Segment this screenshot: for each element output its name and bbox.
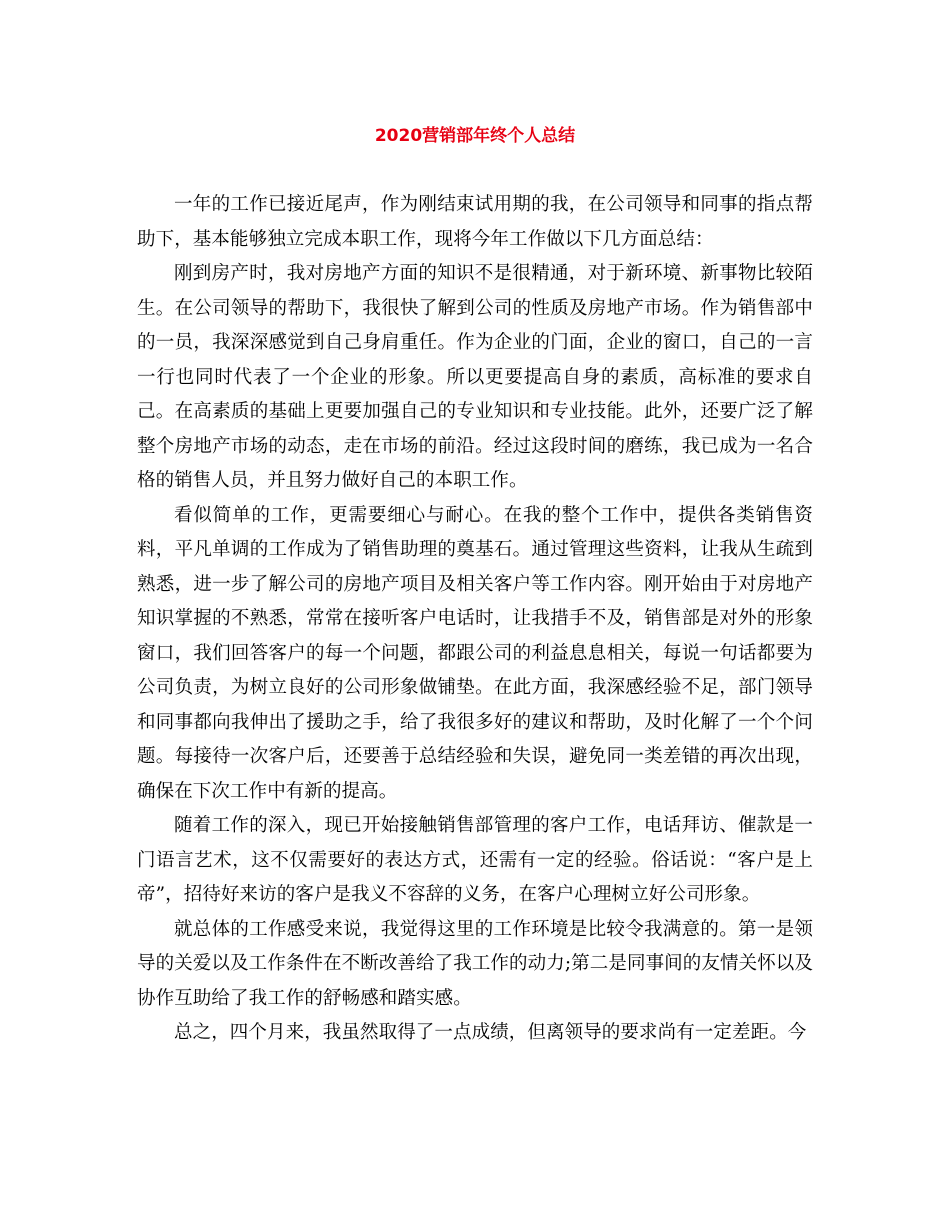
paragraph-3: 看似简单的工作，更需要细心与耐心。在我的整个工作中，提供各类销售资料，平凡单调的工作成为了销售助理的奠基石。通过管理这些资料，让我从生疏到熟悉，进一步了解公司的房地产项目及相关客户等工作内容。刚开始由于对房地产知识掌握的不熟悉，常常在接听客户电话时，让我措手不及，销售部是对外的形象窗口，我们回答客户的每一个问题，都跟公司的利益息息相关，每说一句话都要为公司负责，为树立良好的公司形象做铺垫。在此方面，我深感经验不足，部门领导和同事都向我伸出了援助之手，给了我很多好的建议和帮助，及时化解了一个个问题。每接待一次客户后，还要善于总结经验和失误，避免同一类差错的再次出现，确保在下次工作中有新的提高。 (137, 504, 813, 802)
paragraph-4: 随着工作的深入，现已开始接触销售部管理的客户工作，电话拜访、催款是一门语言艺术，这不仅需要好的表达方式，还需有一定的经验。俗话说：“客户是上帝”，招待好来访的客户是我义不容辞的义务，在客户心理树立好公司形象。 (137, 815, 813, 905)
paragraph-2: 刚到房产时，我对房地产方面的知识不是很精通，对于新环境、新事物比较陌生。在公司领导的帮助下，我很快了解到公司的性质及房地产市场。作为销售部中的一员，我深深感觉到自己身肩重任。作为企业的门面，企业的窗口，自己的一言一行也同时代表了一个企业的形象。所以更要提高自身的素质，高标准的要求自己。在高素质的基础上更要加强自己的专业知识和专业技能。此外，还要广泛了解整个房地产市场的动态，走在市场的前沿。经过这段时间的磨练，我已成为一名合格的销售人员，并且努力做好自己的本职工作。 (137, 263, 813, 491)
document-title: 2020营销部年终个人总结 (374, 126, 576, 146)
paragraph-5: 就总体的工作感受来说，我觉得这里的工作环境是比较令我满意的。第一是领导的关爱以及工作条件在不断改善给了我工作的动力;第二是同事间的友情关怀以及协作互助给了我工作的舒畅感和踏实感。 (137, 918, 813, 1009)
paragraph-6: 总之，四个月来，我虽然取得了一点成绩，但离领导的要求尚有一定差距。今 (174, 1022, 807, 1043)
paragraph-1: 一年的工作已接近尾声，作为刚结束试用期的我，在公司领导和同事的指点帮助下，基本能够独立完成本职工作，现将今年工作做以下几方面总结： (137, 194, 813, 250)
document-body (137, 188, 813, 1051)
